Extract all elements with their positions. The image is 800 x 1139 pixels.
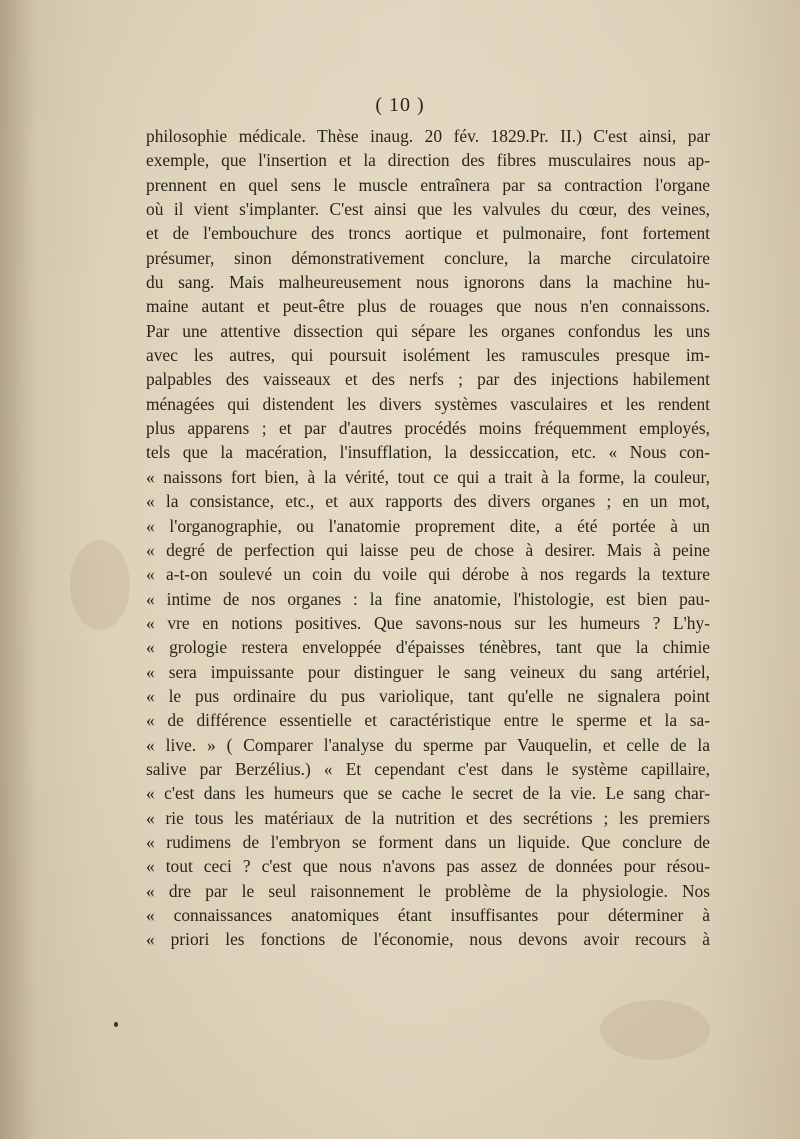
text-line: « la consistance, etc., et aux rapports des divers organes ; en un mot, <box>146 491 710 512</box>
text-line: Par une attentive dissection qui sépare les organes confondus les uns <box>146 320 710 341</box>
page-number: ( 10 ) <box>375 94 425 116</box>
paper-stain <box>600 1000 710 1060</box>
text-line: « connaissances anatomiques étant insuffisantes pour déterminer à <box>146 905 710 925</box>
text-line: et de l'embouchure des troncs aortique et pulmonaire, font fortement <box>146 223 710 244</box>
text-line: « rie tous les matériaux de la nutrition et des secrétions ; les premiers <box>146 807 710 828</box>
text-line: du sang. Mais malheureusement nous ignorons dans la machine hu- <box>146 272 710 293</box>
text-line: philosophie médicale. Thèse inaug. 20 fév. 1829.Pr. II.) C'est ainsi, par <box>146 126 710 146</box>
text-line: salive par Berzélius.) « Et cependant c'est dans le système capillaire, <box>146 758 710 779</box>
body-text <box>146 124 710 952</box>
text-line: « le pus ordinaire du pus variolique, tant qu'elle ne signalera point <box>146 685 710 706</box>
text-line: prennent en quel sens le muscle entraînera par sa contraction l'organe <box>146 174 710 195</box>
text-line: « tout ceci ? c'est que nous n'avons pas assez de données pour résou- <box>146 856 710 877</box>
text-line: plus apparens ; et par d'autres procédés moins fréquemment employés, <box>146 418 710 439</box>
text-line: « l'organographie, ou l'anatomie proprement dite, a été portée à un <box>146 515 710 536</box>
text-line: ménagées qui distendent les divers systèmes vasculaires et les rendent <box>146 393 710 414</box>
text-line: « vre en notions positives. Que savons-nous sur les humeurs ? L'hy- <box>146 612 710 633</box>
text-line: « a-t-on soulevé un coin du voile qui dérobe à nos regards la texture <box>146 564 710 585</box>
text-line: avec les autres, qui poursuit isolément les ramuscules presque im- <box>146 345 710 366</box>
text-line: « c'est dans les humeurs que se cache le secret de la vie. Le sang char- <box>146 783 710 804</box>
text-line: présumer, sinon démonstrativement conclure, la marche circulatoire <box>146 247 710 268</box>
page-edge-shadow <box>0 0 36 1139</box>
text-line: « sera impuissante pour distinguer le sang veineux du sang artériel, <box>146 661 710 682</box>
text-line: « naissons fort bien, à la vérité, tout ce qui a trait à la forme, la couleur, <box>146 466 710 487</box>
text-line: exemple, que l'insertion et la direction des fibres musculaires nous ap- <box>146 150 710 171</box>
text-line: où il vient s'implanter. C'est ainsi que les valvules du cœur, des veines, <box>146 199 710 220</box>
text-line: maine autant et peut-être plus de rouages que nous n'en connaissons. <box>146 296 710 317</box>
text-line: tels que la macération, l'insufflation, la dessiccation, etc. « Nous con- <box>146 442 710 463</box>
text-line: « dre par le seul raisonnement le problème de la physiologie. Nos <box>146 880 710 901</box>
text-line: palpables des vaisseaux et des nerfs ; par des injections habilement <box>146 369 710 390</box>
text-line: « grologie restera enveloppée d'épaisses ténèbres, tant que la chimie <box>146 637 710 658</box>
text-line: « live. » ( Comparer l'analyse du sperme par Vauquelin, et celle de la <box>146 734 710 755</box>
text-line: « de différence essentielle et caractéristique entre le sperme et la sa- <box>146 710 710 731</box>
text-line: « priori les fonctions de l'économie, nous devons avoir recours à <box>146 929 710 950</box>
text-line: « rudimens de l'embryon se forment dans un liquide. Que conclure de <box>146 831 710 852</box>
paper-stain <box>70 540 130 630</box>
text-line: « intime de nos organes : la fine anatomie, l'histologie, est bien pau- <box>146 588 710 609</box>
text-line: « degré de perfection qui laisse peu de chose à desirer. Mais à peine <box>146 539 710 560</box>
ink-speck <box>114 1022 118 1027</box>
